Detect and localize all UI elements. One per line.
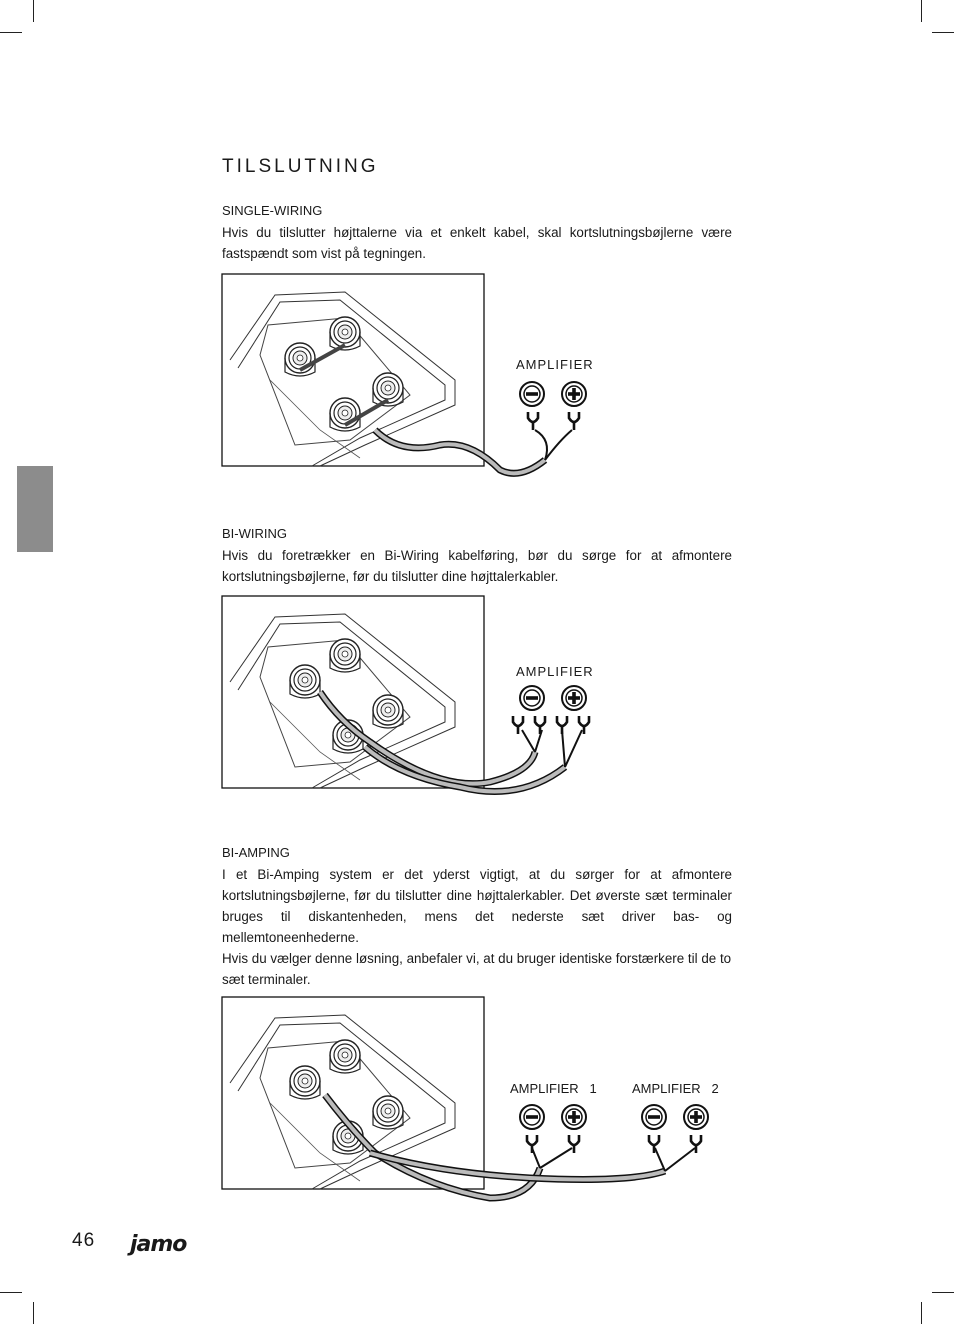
jamo-logo: jamo bbox=[130, 1232, 187, 1257]
language-side-tab bbox=[17, 466, 53, 552]
section-title-single-wiring: SINGLE-WIRING bbox=[222, 203, 323, 218]
minus-terminal-icon bbox=[520, 382, 544, 406]
amplifier-label: AMPLIFIER bbox=[516, 357, 594, 372]
plus-terminal-icon bbox=[562, 1105, 586, 1129]
bi-wiring-diagram bbox=[200, 592, 760, 817]
crop-mark bbox=[33, 0, 34, 22]
amplifier-1-label: AMPLIFIER 1 bbox=[510, 1081, 597, 1096]
bi-wiring-figure bbox=[200, 592, 760, 817]
section-title-bi-amping: BI-AMPING bbox=[222, 845, 290, 860]
bi-amping-figure bbox=[200, 993, 760, 1211]
spade-connector-icon bbox=[528, 412, 538, 430]
single-wiring-diagram bbox=[200, 270, 760, 490]
crop-mark bbox=[33, 1302, 34, 1324]
crop-mark bbox=[921, 0, 922, 22]
spade-connector-icon bbox=[569, 412, 579, 430]
spade-connector-icon bbox=[557, 716, 567, 734]
crop-mark bbox=[0, 32, 22, 33]
crop-mark bbox=[921, 1302, 922, 1324]
page-title: TILSLUTNING bbox=[222, 156, 379, 177]
minus-terminal-icon bbox=[520, 686, 544, 710]
spade-connector-icon bbox=[535, 716, 545, 734]
paragraph: Hvis du tilslutter højttalerne via et enkelt kabel, skal kortslutningsbøjlerne være fastspændt som vist på tegningen. bbox=[222, 225, 732, 261]
minus-terminal-icon bbox=[642, 1105, 666, 1129]
minus-terminal-icon bbox=[520, 1105, 544, 1129]
amplifier-label: AMPLIFIER bbox=[516, 664, 594, 679]
paragraph: Hvis du vælger denne løsning, anbefaler vi, at du bruger identiske forstærkere til de to sæt terminaler. bbox=[222, 951, 732, 987]
paragraph: I et Bi-Amping system er det yderst vigtigt, at du sørger for at afmontere kortslutningsbøjlerne, før du tilslutter dine højttalerkabler. Det øverste sæt terminaler bruges til diskantenheden, mens det nederste sæt driver bas- og mellemtoneenhederne. bbox=[222, 867, 732, 945]
amplifier-2-label: AMPLIFIER 2 bbox=[632, 1081, 719, 1096]
bi-amping-text bbox=[222, 864, 732, 990]
spade-connector-icon bbox=[649, 1135, 659, 1153]
page-number: 46 bbox=[72, 1230, 96, 1251]
spade-connector-icon bbox=[527, 1135, 537, 1153]
crop-mark bbox=[0, 1292, 22, 1293]
crop-mark bbox=[932, 1292, 954, 1293]
spade-connector-icon bbox=[569, 1135, 579, 1153]
section-title-bi-wiring: BI-WIRING bbox=[222, 526, 287, 541]
plus-terminal-icon bbox=[562, 686, 586, 710]
terminal-panel bbox=[222, 596, 484, 788]
spade-connector-icon bbox=[513, 716, 523, 734]
bi-amping-diagram bbox=[200, 993, 760, 1211]
terminal-panel bbox=[222, 997, 484, 1189]
paragraph: Hvis du foretrækker en Bi-Wiring kabelføring, bør du sørge for at afmontere kortslutningsbøjlerne, før du tilslutter dine højttalerkabler. bbox=[222, 548, 732, 584]
single-wiring-text bbox=[222, 222, 732, 264]
single-wiring-figure bbox=[200, 270, 760, 490]
bi-wiring-text bbox=[222, 545, 732, 587]
plus-terminal-icon bbox=[562, 382, 586, 406]
crop-mark bbox=[932, 32, 954, 33]
plus-terminal-icon bbox=[684, 1105, 708, 1129]
terminal-panel bbox=[222, 274, 484, 466]
